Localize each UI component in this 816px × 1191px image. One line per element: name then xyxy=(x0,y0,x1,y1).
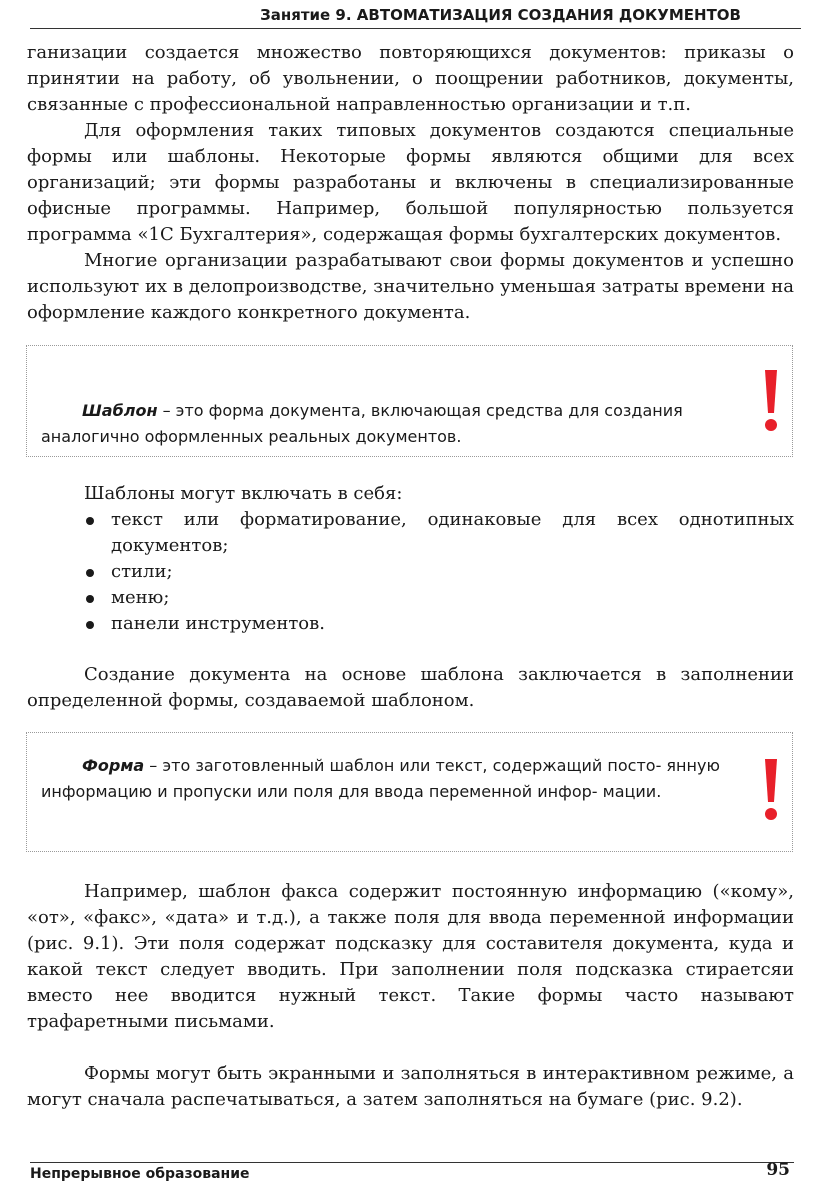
list-item: текст или форматирование, одинаковые для всех однотипных документов; xyxy=(84,507,794,559)
definition-callout-form xyxy=(26,732,793,852)
paragraph: Например, шаблон факса содержит постоянную информацию («кому», «от», «факс», «дата» и т.д.), а также поля для ввода переменной информации (рис. 9.1). Эти поля содержат подсказку для составителя документа, куда и какой текст следует вводить. При заполнении поля подсказка стираетсяи вместо нее вводится нужный текст. Такие формы часто называют трафаретными письмами. xyxy=(27,881,794,1032)
paragraph: Многие организации разрабатывают свои формы документов и успешно используют их в делопроизводстве, значительно уменьшая затраты времени на оформление каждого конкретного документа. xyxy=(27,250,794,323)
callout-term: Шаблон xyxy=(82,401,158,420)
callout-text xyxy=(41,753,722,805)
bullet-list xyxy=(27,507,794,637)
callout-text xyxy=(41,398,722,450)
header-title: Занятие 9. АВТОМАТИЗАЦИЯ СОЗДАНИЯ ДОКУМЕНТОВ xyxy=(260,6,741,24)
list-item: панели инструментов. xyxy=(84,611,794,637)
footer-divider xyxy=(30,1162,794,1163)
callout-term: Форма xyxy=(82,756,145,775)
page-number: 95 xyxy=(766,1160,790,1180)
list-item: меню; xyxy=(84,585,794,611)
list-block xyxy=(27,481,794,637)
exclamation-icon xyxy=(764,759,778,821)
definition-callout-template xyxy=(26,345,793,457)
callout-definition: – это форма документа, включающая средства для создания аналогично оформленных реальных документов. xyxy=(41,401,683,446)
text-block-top xyxy=(27,40,794,326)
paragraph: Формы могут быть экранными и заполняться в интерактивном режиме, а могут сначала распечатываться, а затем заполняться на бумаге (рис. 9.2). xyxy=(27,1063,794,1110)
exclamation-icon xyxy=(764,370,778,432)
text-block-bottom xyxy=(27,879,794,1113)
callout-definition: – это заготовленный шаблон или текст, содержащий посто- янную информацию и пропуски или поля для ввода переменной инфор- мации. xyxy=(41,756,720,801)
paragraph: Для оформления таких типовых документов создаются специальные формы или шаблоны. Некоторые формы являются общими для всех организаций; эти формы разработаны и включены в специализированные офисные программы. Например, большой популярностью пользуется программа «1С Бухгалтерия», содержащая формы бухгалтерских документов. xyxy=(27,120,794,245)
paragraph: ганизации создается множество повторяющихся документов: приказы о принятии на работу, об увольнении, о поощрении работников, документы, связанные с профессиональной направленностью организации и т.п. xyxy=(27,42,794,115)
text-block-middle xyxy=(27,662,794,714)
list-item: стили; xyxy=(84,559,794,585)
paragraph: Создание документа на основе шаблона заключается в заполнении определенной формы, создаваемой шаблоном. xyxy=(27,664,794,711)
list-intro: Шаблоны могут включать в себя: xyxy=(84,483,403,504)
running-header xyxy=(30,4,801,29)
footer-series-title: Непрерывное образование xyxy=(30,1166,250,1182)
